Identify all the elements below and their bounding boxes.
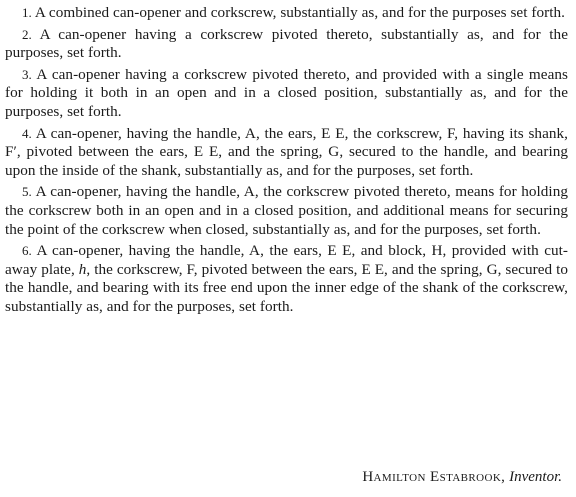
claim-2 [5, 26, 568, 63]
claim-number: 6. [22, 243, 32, 259]
inventor-signature [362, 468, 562, 486]
claim-number: 1. [22, 5, 32, 20]
claim-number: 5. [22, 184, 32, 200]
claim-text: A can-opener having a corkscrew pivoted thereto, and provided with a single means for holding it both in an open and in a closed position, substantially as, and for the purposes, set forth. [5, 65, 568, 120]
claim-text: , the corkscrew, F, pivoted between the ears, E E, and the spring, G, secured to the handle, and bearing with its free end upon the inner edge of the shank of the corkscrew, substantially as, and for the purposes, set forth. [5, 260, 568, 315]
claim-text: A combined can-opener and corkscrew, substantially as, and for the purposes set forth. [34, 4, 565, 21]
claim-number: 3. [22, 66, 32, 82]
inventor-role: Inventor. [509, 469, 562, 485]
claim-5 [5, 183, 568, 239]
claim-1 [5, 4, 568, 23]
inventor-name: Hamilton Estabrook, [362, 469, 506, 485]
claim-6 [5, 242, 568, 316]
claim-text: A can-opener, having the handle, A, the ears, E E, the corkscrew, F, having its shank, F′, pivoted between the ears, E E, and the spring, G, secured to the handle, and bearing upon the inside of the shank, substantially as, and for the purposes, set forth. [5, 124, 569, 179]
claim-text: A can-opener, having the handle, A, the corkscrew pivoted thereto, means for holding the corkscrew both in an open and in a closed position, and additional means for securing the point of the corkscrew when closed, substantially as, and for the purposes, set forth. [5, 183, 568, 238]
claim-text: A can-opener having a corkscrew pivoted thereto, substantially as, and for the purposes, set forth. [5, 25, 568, 62]
claim-4 [5, 125, 568, 181]
claim-3 [5, 66, 568, 122]
claim-number: 2. [22, 26, 32, 42]
claim-number: 4. [22, 125, 32, 141]
claim-text: A can-opener, having the handle, A, the ears, E E, and block, H, provided with cut-away plate, [5, 242, 569, 278]
claim-text-italic: h [78, 260, 87, 278]
